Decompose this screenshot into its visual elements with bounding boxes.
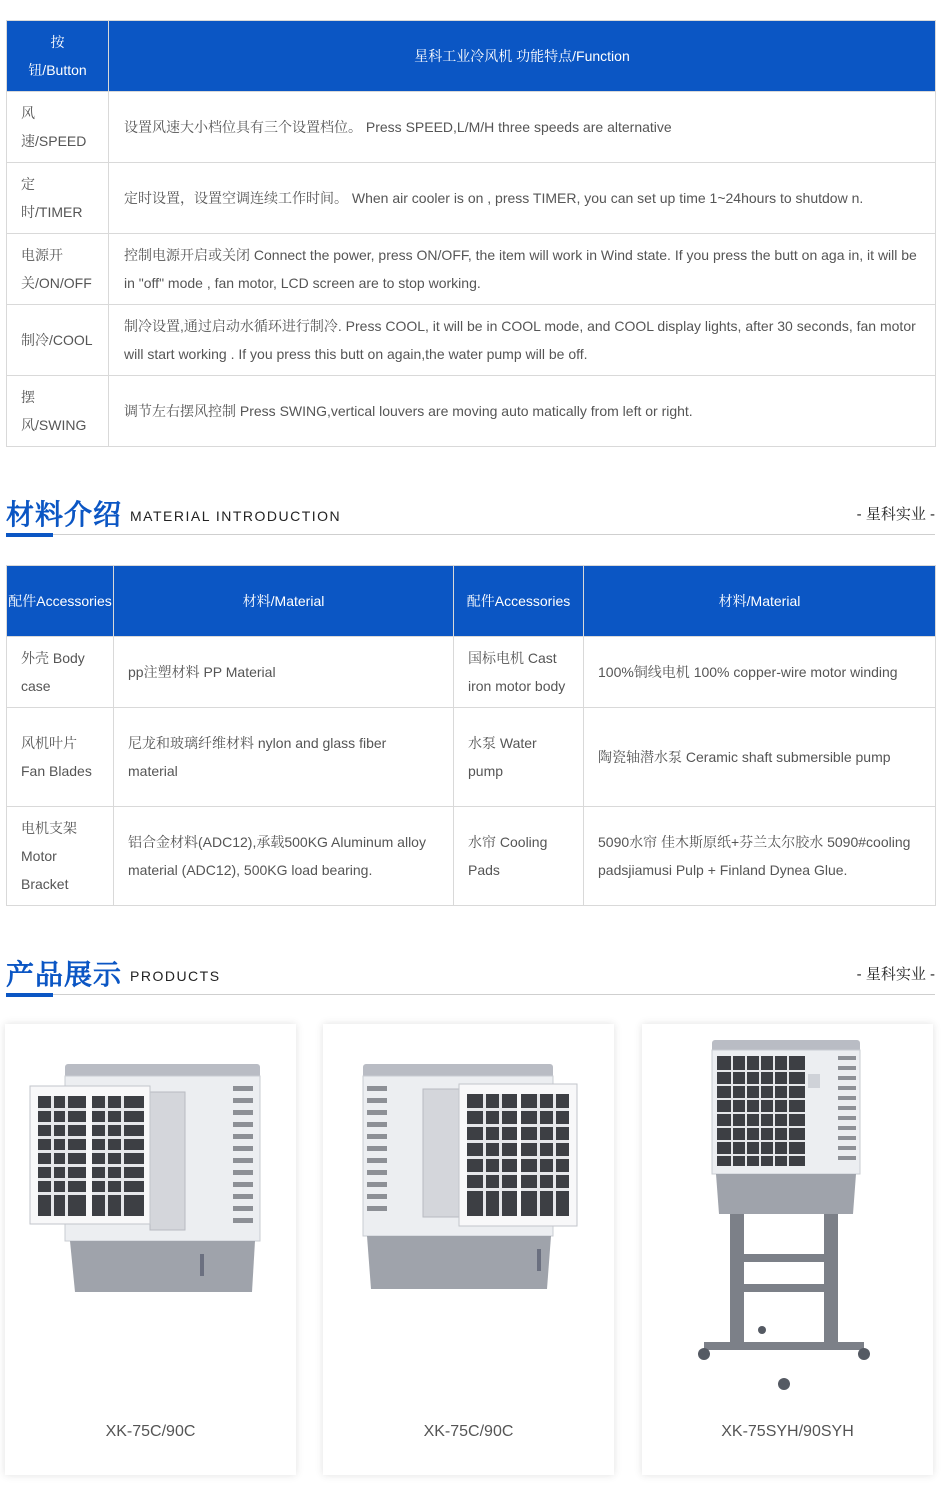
table-row [7,807,936,906]
material-table-header [7,566,936,637]
button-function: 制冷设置,通过启动水循环进行制冷. Press COOL, it will be in COOL mode, and COOL display lights, after 30 seconds, fan motor will start working . If you press this butt on again,the water pump will be off. [109,305,936,376]
button-name: 电源开关/ON/OFF [7,234,109,305]
table-row [7,92,936,163]
products-section-header [6,954,935,995]
product-model: XK-75C/90C [105,1423,196,1440]
function-table [6,20,936,447]
accessory-cell: 水帘 Cooling Pads [454,807,584,906]
air-cooler-on-stand-image [642,1024,933,1404]
table-row [7,376,936,447]
button-column-header [7,21,109,92]
accessory-cell: 风机叶片 Fan Blades [7,708,114,807]
button-function: 设置风速大小档位具有三个设置档位。 Press SPEED,L/M/H three speeds are alternative [109,92,936,163]
button-function: 调节左右摆风控制 Press SWING,vertical louvers are moving auto matically from left or right. [109,376,936,447]
material-cell: 5090水帘 佳木斯原纸+芬兰太尔胶水 5090#cooling padsjiamusi Pulp + Finland Dynea Glue. [584,807,936,906]
button-function: 控制电源开启或关闭 Connect the power, press ON/OFF, the item will work in Wind state. If you press the butt on aga in, it will be in "off" mode , fan motor, LCD screen are to stop working. [109,234,936,305]
title-underline [6,993,53,997]
table-row [7,305,936,376]
button-name: 摆风/SWING [7,376,109,447]
function-table-header [7,21,936,92]
table-row [7,234,936,305]
section-title-en: PRODUCTS [130,968,221,984]
accessories-header: 配件Accessories [454,566,584,637]
section-title-cn: 产品展示 [6,958,123,991]
material-header: 材料/Material [114,566,454,637]
material-table [6,565,936,906]
product-card[interactable] [5,1024,296,1475]
section-title-en: MATERIAL INTRODUCTION [130,508,342,524]
header-text: 按钮/Button [28,34,87,78]
product-model: XK-75SYH/90SYH [721,1423,854,1440]
table-row [7,708,936,807]
brand-tag: - 星科实业 - [856,966,935,983]
product-model: XK-75C/90C [423,1423,514,1440]
button-function: 定时设置，设置空调连续工作时间。 When air cooler is on , press TIMER, you can set up time 1~24hours to shutdow n. [109,163,936,234]
table-row [7,163,936,234]
accessory-cell: 外壳 Body case [7,637,114,708]
material-header: 材料/Material [584,566,936,637]
accessory-cell: 电机支架 Motor Bracket [7,807,114,906]
button-name: 定时/TIMER [7,163,109,234]
section-title-cn: 材料介绍 [6,498,123,531]
product-card[interactable] [642,1024,933,1475]
material-cell: 陶瓷轴潜水泵 Ceramic shaft submersible pump [584,708,936,807]
button-name: 制冷/COOL [7,305,109,376]
product-card[interactable] [323,1024,614,1475]
air-cooler-image [5,1024,296,1404]
accessories-header: 配件Accessories [7,566,114,637]
material-cell: 铝合金材料(ADC12),承载500KG Aluminum alloy material (ADC12), 500KG load bearing. [114,807,454,906]
button-name: 风速/SPEED [7,92,109,163]
brand-tag: - 星科实业 - [856,506,935,523]
table-row [7,637,936,708]
function-column-header: 星科工业冷风机 功能特点/Function [109,21,936,92]
accessory-cell: 国标电机 Cast iron motor body [454,637,584,708]
title-underline [6,533,53,537]
air-cooler-image [323,1024,614,1404]
material-cell: pp注塑材料 PP Material [114,637,454,708]
accessory-cell: 水泵 Water pump [454,708,584,807]
material-cell: 100%铜线电机 100% copper-wire motor winding [584,637,936,708]
material-section-header [6,494,935,535]
material-cell: 尼龙和玻璃纤维材料 nylon and glass fiber material [114,708,454,807]
